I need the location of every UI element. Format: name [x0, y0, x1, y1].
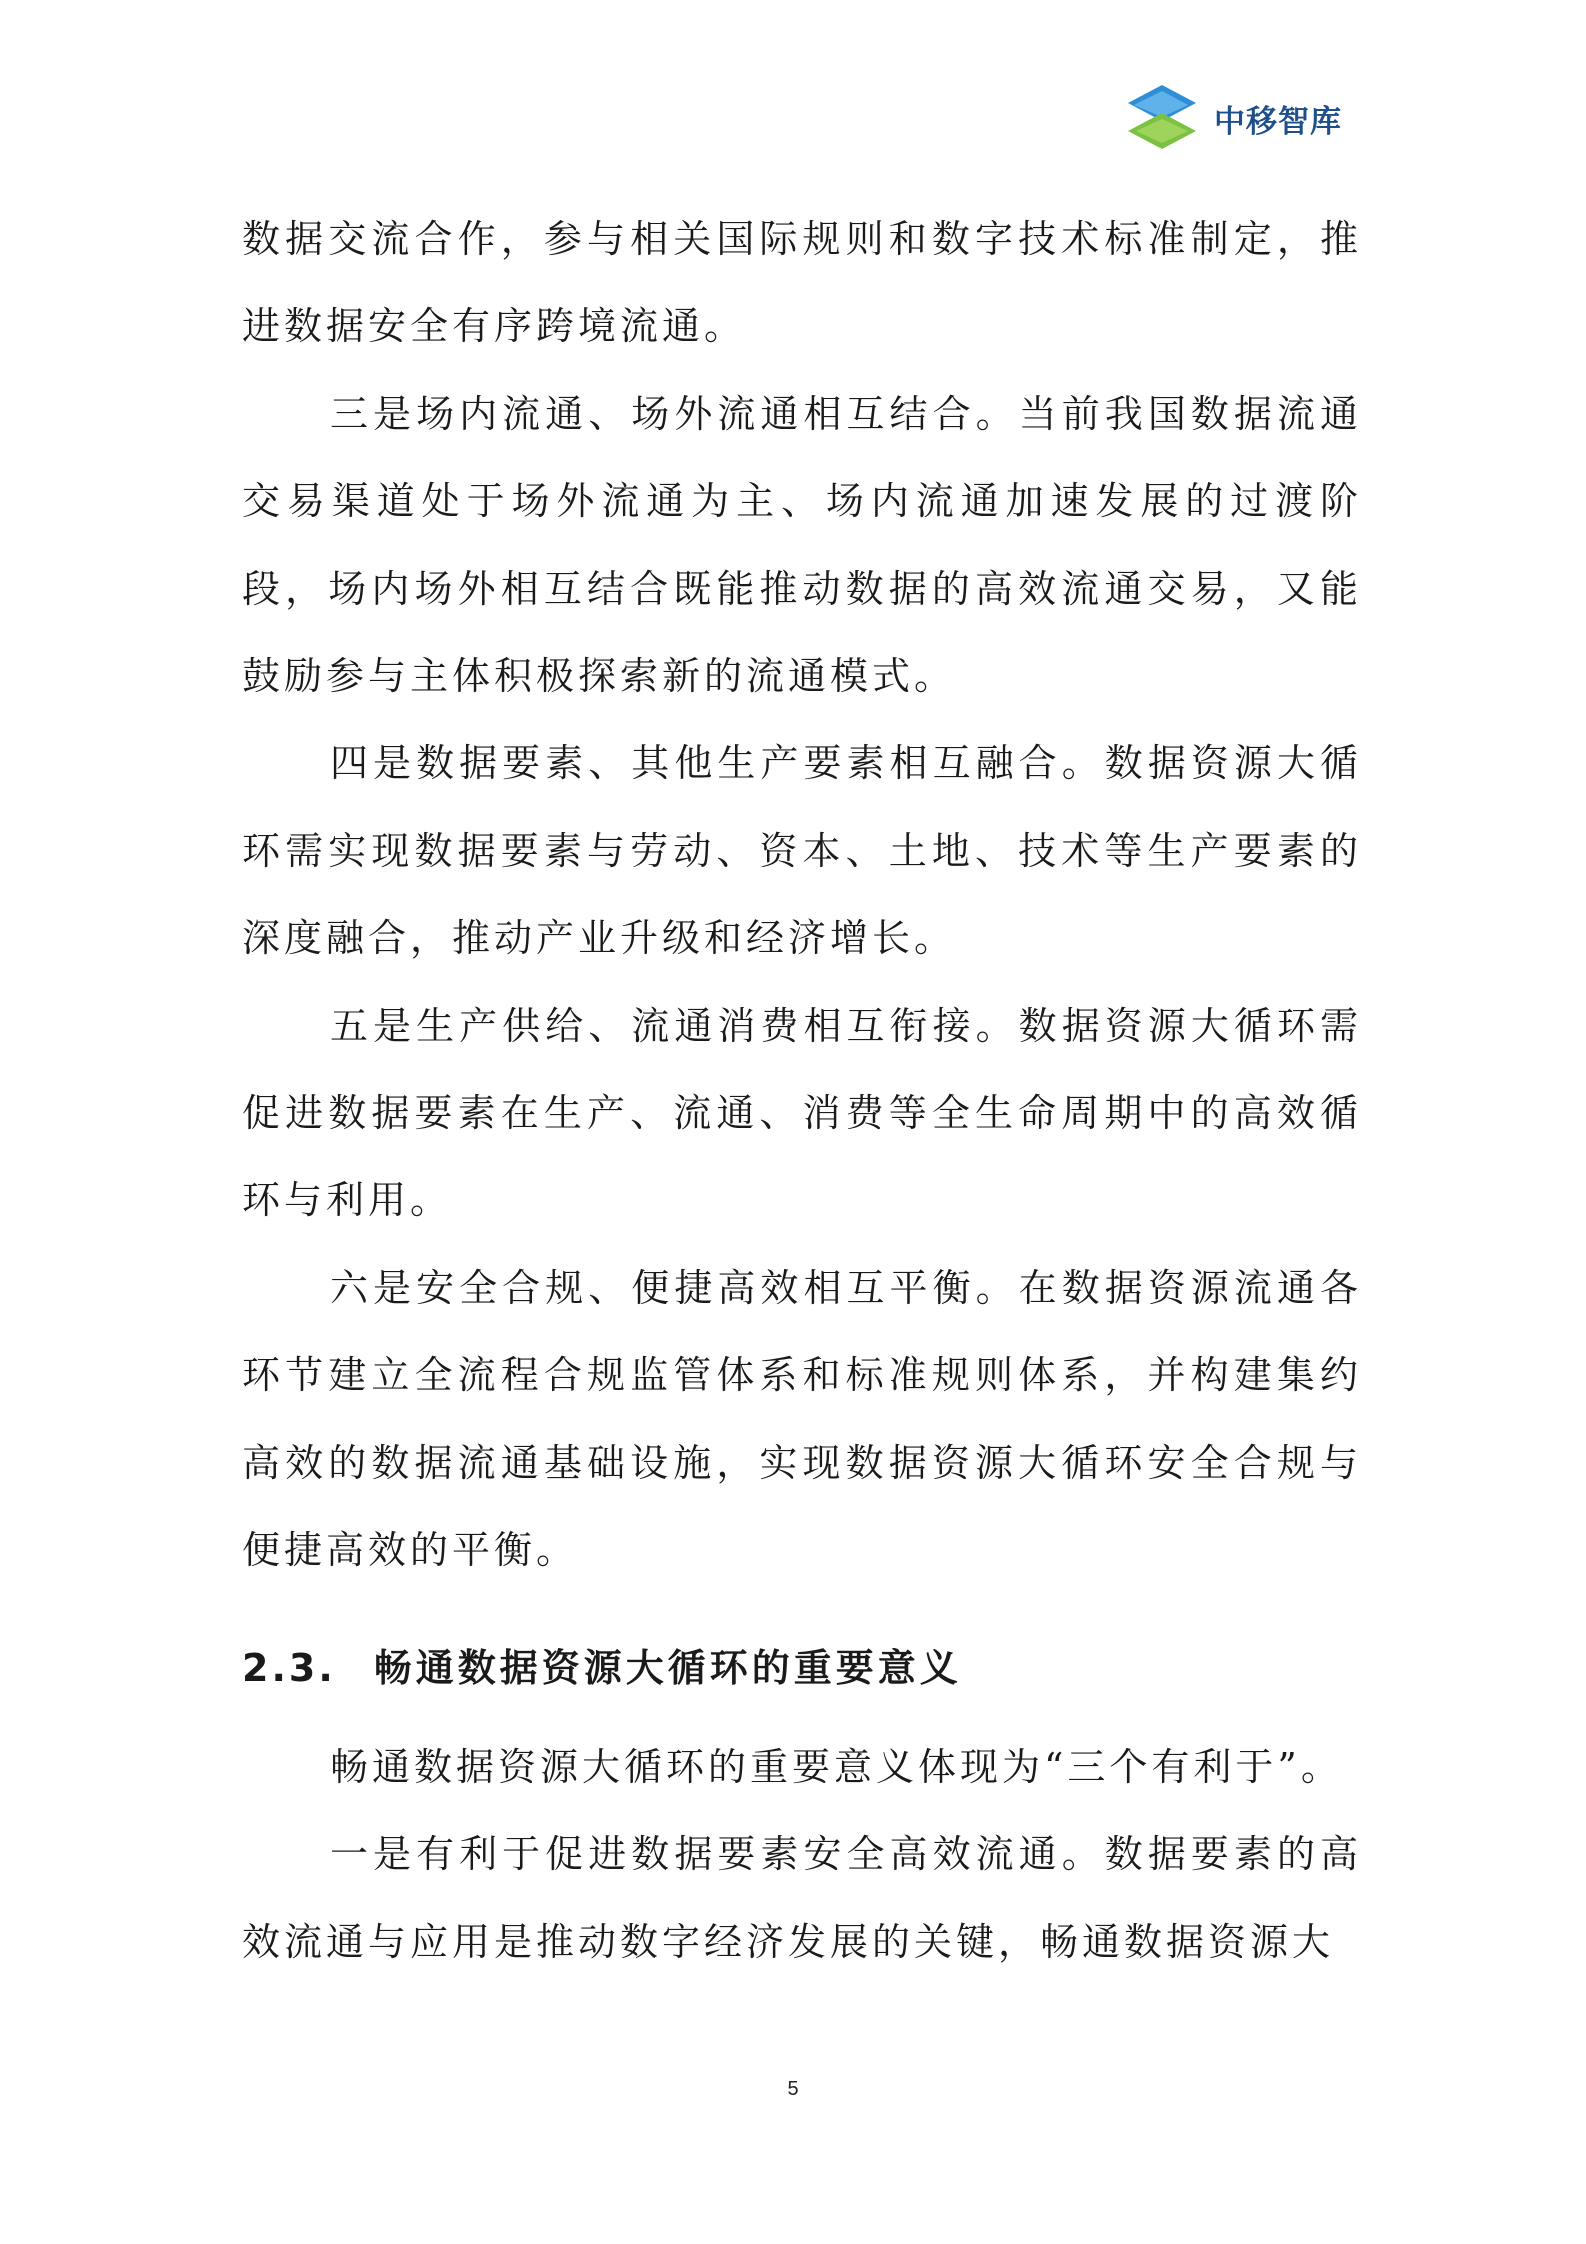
section-title: 畅通数据资源大循环的重要意义 — [373, 1645, 962, 1690]
paragraph-point-three: 三是场内流通、场外流通相互结合。当前我国数据流通交易渠道处于场外流通为主、场内流通加速发展的过渡阶段，场内场外相互结合既能推动数据的高效流通交易，又能鼓励参与主体积极探索新的流通模式。 — [242, 391, 1362, 699]
paragraph-continuation: 数据交流合作，参与相关国际规则和数字技术标准制定，推进数据安全有序跨境流通。 — [242, 217, 1362, 349]
paragraph-benefit-one: 一是有利于促进数据要素安全高效流通。数据要素的高效流通与应用是推动数字经济发展的关键，畅通数据资源大 — [242, 1832, 1362, 1964]
china-mobile-think-tank-logo-icon — [1124, 81, 1202, 155]
paragraph-point-six: 六是安全合规、便捷高效相互平衡。在数据资源流通各环节建立全流程合规监管体系和标准规则体系，并构建集约高效的数据流通基础设施，实现数据资源大循环安全合规与便捷高效的平衡。 — [242, 1265, 1362, 1573]
paragraph-point-four: 四是数据要素、其他生产要素相互融合。数据资源大循环需实现数据要素与劳动、资本、土地、技术等生产要素的深度融合，推动产业升级和经济增长。 — [242, 741, 1362, 961]
section-number: 2.3. — [242, 1645, 336, 1690]
section-heading — [242, 1595, 1362, 1724]
paragraph-intro: 畅通数据资源大循环的重要意义体现为“三个有利于”。 — [330, 1744, 1343, 1789]
page-number: 5 — [787, 2078, 799, 2100]
header-logo — [1124, 78, 1342, 158]
logo-text: 中移智库 — [1214, 103, 1342, 140]
document-body — [242, 196, 1362, 1986]
paragraph-point-five: 五是生产供给、流通消费相互衔接。数据资源大循环需促进数据要素在生产、流通、消费等全生命周期中的高效循环与利用。 — [242, 1003, 1362, 1223]
